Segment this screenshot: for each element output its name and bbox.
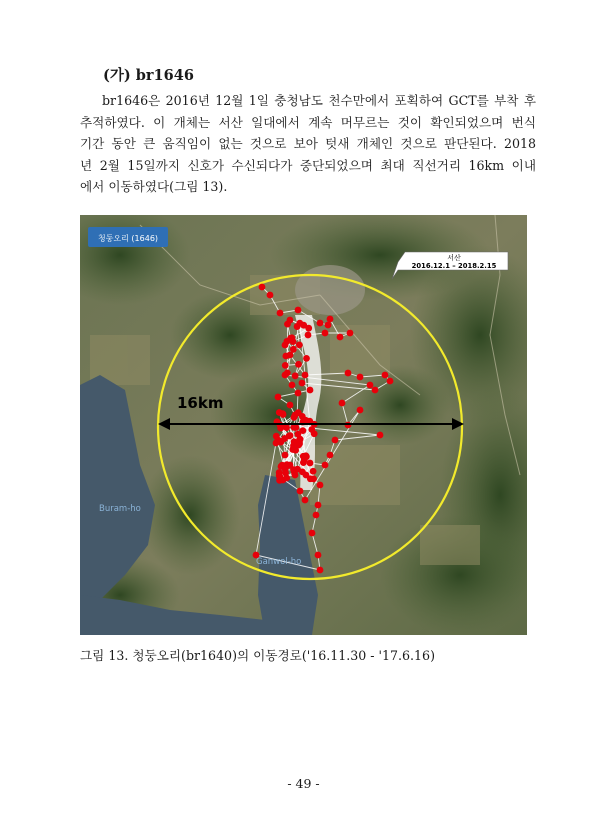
paragraph-line: 기간 동안 큰 움직임이 없는 것으로 보아 텃새 개체인 것으로 판단된다. 2018 [80, 136, 536, 151]
location-point [307, 460, 314, 467]
location-point [273, 433, 280, 440]
page-number: - 49 - [287, 776, 320, 791]
location-point [305, 332, 312, 339]
location-point [282, 466, 289, 473]
location-point [295, 409, 302, 416]
location-point [276, 477, 283, 484]
location-point [295, 307, 302, 314]
location-point [313, 512, 320, 519]
location-point [322, 462, 329, 469]
location-point [294, 323, 301, 330]
location-point [282, 452, 289, 459]
tracking-map-figure [80, 215, 527, 635]
location-point [382, 372, 389, 379]
location-point [267, 292, 274, 299]
location-point [317, 482, 324, 489]
location-point [302, 497, 309, 504]
location-point [282, 362, 289, 369]
paragraph-line: 에서 이동하였다(그림 13). [80, 179, 228, 194]
location-point [307, 475, 314, 482]
location-point [300, 322, 307, 329]
section-heading: (가) br1646 [103, 67, 194, 84]
location-point [275, 394, 282, 401]
location-point [347, 330, 354, 337]
location-point [339, 400, 346, 407]
location-point [296, 440, 303, 447]
ganwol-lake-label: Ganwol-ho [256, 557, 302, 567]
location-point [309, 530, 316, 537]
location-point [387, 378, 394, 385]
location-point [315, 552, 322, 559]
paragraph-line: br1646은 2016년 12월 1일 충청남도 천수만에서 포획하여 GCT를 부착 후 [102, 93, 536, 108]
location-point [317, 567, 324, 574]
location-point [357, 407, 364, 414]
location-point [283, 424, 290, 431]
body-paragraph [80, 90, 536, 198]
location-point [367, 382, 374, 389]
figure-caption: 그림 13. 청둥오리(br1640)의 이동경로('16.11.30 - '17.6.16) [80, 648, 435, 663]
urban-area [295, 265, 365, 315]
location-point [276, 409, 283, 416]
date-range: 2016.12.1 – 2018.2.15 [411, 262, 497, 270]
location-point [284, 369, 291, 376]
location-point [294, 466, 301, 473]
satellite-map [80, 215, 527, 635]
location-point [281, 435, 288, 442]
location-point [302, 372, 309, 379]
paragraph-line: 추적하였다. 이 개체는 서산 일대에서 계속 머무르는 것이 확인되었으며 번식 [80, 114, 536, 130]
location-point [291, 424, 298, 431]
paragraph-line: 년 2월 15일까지 신호가 수신되다가 중단되었으며 최대 직선거리 16km 이내 [80, 157, 536, 173]
distance-label: 16km [177, 394, 224, 412]
location-point [296, 341, 303, 348]
location-point [301, 456, 308, 463]
location-point [299, 380, 306, 387]
location-point [283, 475, 290, 482]
location-point [332, 437, 339, 444]
location-point [325, 322, 332, 329]
location-point [327, 452, 334, 459]
location-point [284, 321, 291, 328]
location-point [287, 335, 294, 342]
location-point [337, 334, 344, 341]
location-point [307, 387, 314, 394]
location-point [372, 387, 379, 394]
location-point [308, 426, 315, 433]
location-title: 서산 [447, 254, 461, 262]
location-point [322, 330, 329, 337]
location-point [287, 402, 294, 409]
location-point [277, 310, 284, 317]
location-point [317, 320, 324, 327]
location-point [282, 353, 289, 360]
location-point [327, 316, 334, 323]
location-point [290, 346, 297, 353]
location-point [289, 382, 296, 389]
location-point [357, 374, 364, 381]
location-point [345, 370, 352, 377]
location-point [297, 488, 304, 495]
location-point [292, 372, 299, 379]
buram-lake-label: Buram-ho [99, 504, 141, 514]
location-point [377, 432, 384, 439]
location-point [315, 502, 322, 509]
location-point [295, 390, 302, 397]
location-point [259, 284, 266, 291]
location-point [295, 361, 302, 368]
species-label: 청둥오리 (1646) [97, 234, 159, 243]
location-point [310, 468, 317, 475]
location-point [303, 355, 310, 362]
